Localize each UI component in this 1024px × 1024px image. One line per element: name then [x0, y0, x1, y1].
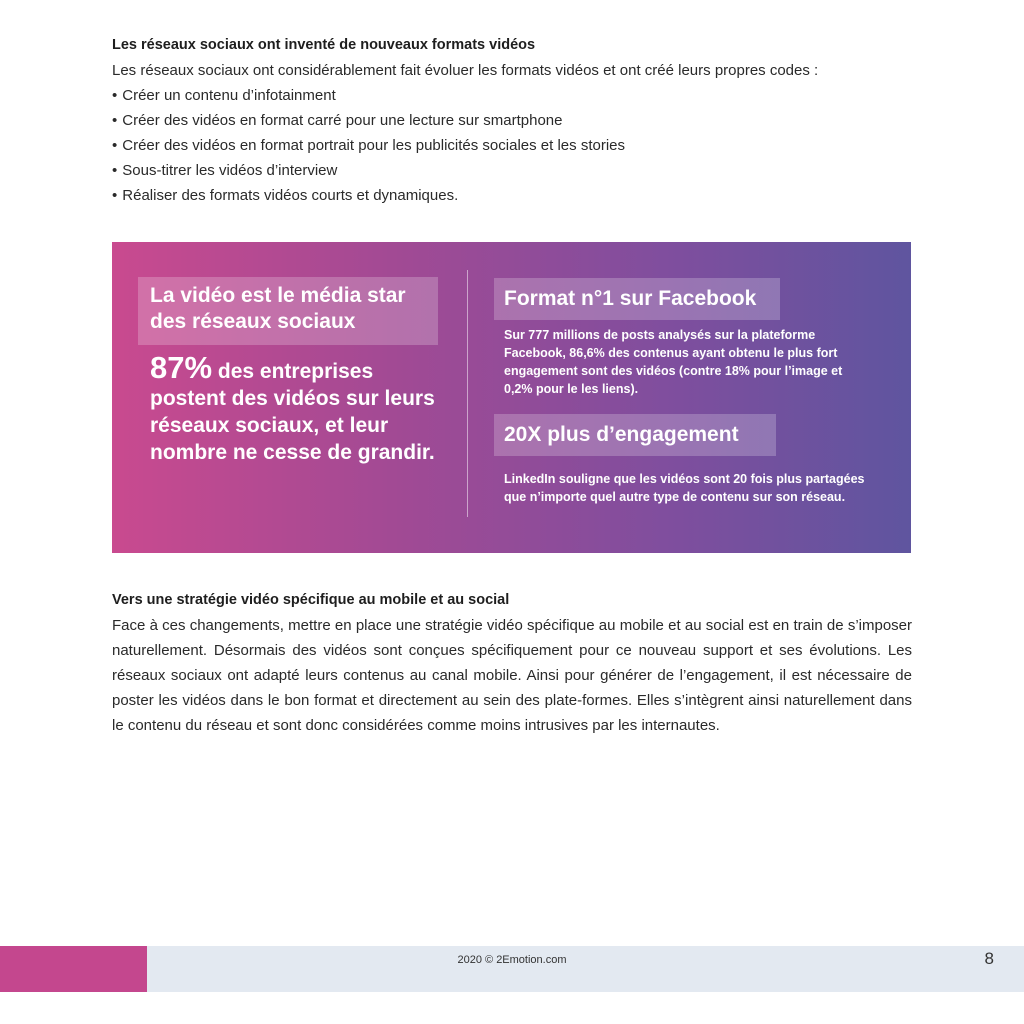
- section-intro: Les réseaux sociaux ont considérablement fait évoluer les formats vidéos et ont créé leurs propres codes :: [112, 62, 819, 79]
- highlight-title: 20X plus d’engagement: [504, 423, 739, 446]
- list-item: • Sous-titrer les vidéos d’interview: [112, 158, 912, 183]
- highlight-box: [494, 278, 780, 320]
- footer-accent-bar: [0, 946, 147, 992]
- highlight-box: [138, 277, 438, 345]
- stats-banner: [112, 242, 911, 553]
- highlight-line: La vidéo est le média star: [150, 284, 406, 307]
- facebook-stat-text: Sur 777 millions de posts analysés sur la plateforme Facebook, 86,6% des contenus ayant obtenu le plus fort engagement sont des vidéos (contre 18% pour l’image et 0,2% pour le les liens).: [504, 328, 843, 396]
- stat-value: 87%: [150, 350, 213, 385]
- linkedin-stat-text: LinkedIn souligne que les vidéos sont 20 fois plus partagées que n’importe quel autre type de contenu sur son réseau.: [504, 472, 865, 504]
- page-footer: [0, 946, 1024, 992]
- list-item: • Créer des vidéos en format portrait pour les publicités sociales et les stories: [112, 133, 912, 158]
- bullet-list: [112, 83, 912, 208]
- footer-copyright: 2020 © 2Emotion.com: [457, 954, 567, 966]
- big-stat: [150, 350, 440, 466]
- highlight-title: Format n°1 sur Facebook: [504, 287, 757, 310]
- section-social-formats: [112, 36, 912, 208]
- list-item: • Réaliser des formats vidéos courts et dynamiques.: [112, 183, 912, 208]
- highlight-box: [494, 414, 776, 456]
- highlight-title: [150, 283, 406, 335]
- page-number: 8: [984, 949, 994, 968]
- section-mobile-strategy: [112, 591, 912, 738]
- stat-text: des entreprises postent des vidéos sur leurs réseaux sociaux, et leur nombre ne cesse de grandir.: [150, 360, 435, 464]
- list-item: • Créer des vidéos en format carré pour une lecture sur smartphone: [112, 108, 912, 133]
- highlight-line: des réseaux sociaux: [150, 310, 356, 333]
- vertical-divider: [467, 270, 468, 517]
- list-item: • Créer un contenu d’infotainment: [112, 83, 912, 108]
- section-heading: Les réseaux sociaux ont inventé de nouveaux formats vidéos: [112, 37, 536, 53]
- section-paragraph: Face à ces changements, mettre en place une stratégie vidéo spécifique au mobile et au social est en train de s’imposer naturellement. Désormais des vidéos sont conçues spécifiquement pour ce nouveau support et ses évolutions. Les réseaux sociaux ont adapté leurs contenus au canal mobile. Ainsi pour générer de l’engagement, il est nécessaire de poster les vidéos dans le bon format et directement au sein des plate-formes. Elles s’intègrent ainsi naturellement dans le contenu du réseau et sont donc considérées comme moins intrusives par les internautes.: [112, 617, 912, 734]
- section-heading: Vers une stratégie vidéo spécifique au mobile et au social: [112, 592, 510, 608]
